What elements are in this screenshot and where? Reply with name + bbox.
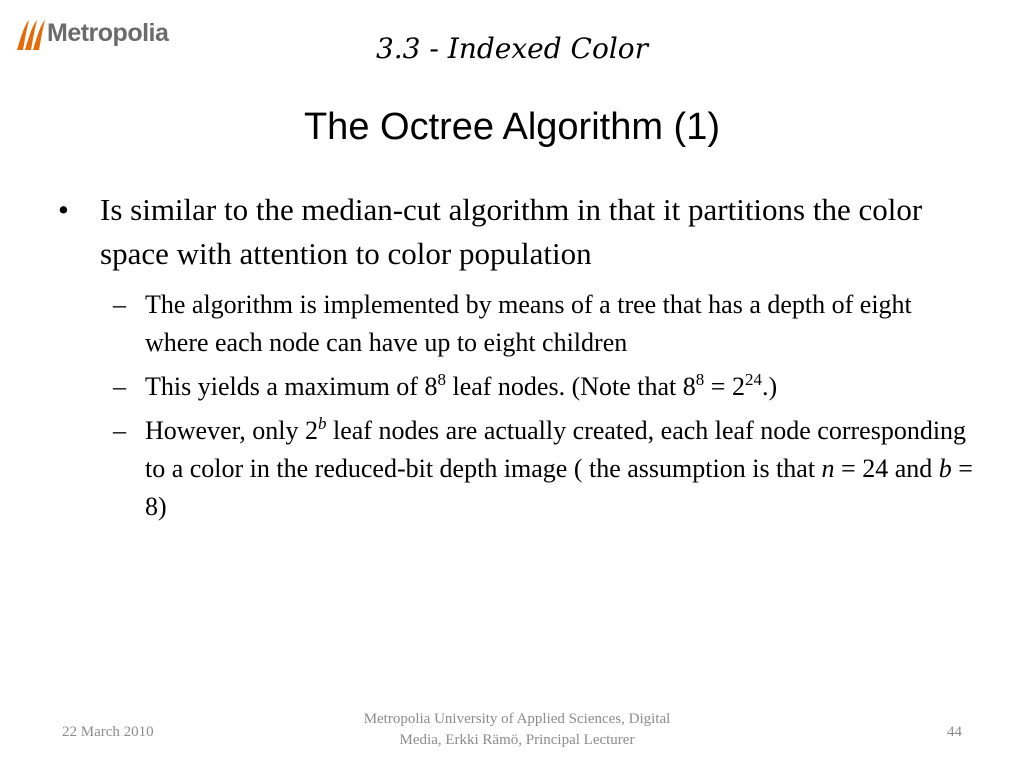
footer-line: Media, Erkki Rämö, Principal Lecturer — [399, 732, 635, 748]
exponent: 8 — [695, 370, 705, 389]
variable: b — [938, 454, 952, 483]
sub-bullet-text — [145, 372, 777, 401]
sub-bullet-item — [58, 286, 978, 362]
footer-line: Metropolia University of Applied Sciences, Digital — [363, 711, 671, 727]
slide-number: 44 — [947, 724, 962, 740]
text-run: = 8) — [145, 454, 973, 521]
bullet-text: Is similar to the median-cut algorithm in that it partitions the color space with attention to color population — [100, 192, 923, 271]
logo-text: Metropolia — [47, 18, 169, 47]
text-run: This yields a maximum of 8 — [145, 372, 438, 401]
dash-marker: – — [113, 372, 126, 401]
sub-bullet-list — [58, 286, 978, 526]
footer-institution — [312, 709, 722, 751]
slide-subtitle: 3.3 - Indexed Color — [375, 32, 649, 65]
dash-marker: – — [113, 416, 126, 445]
variable: n — [821, 454, 835, 483]
variable: b — [317, 414, 327, 433]
footer-date: 22 March 2010 — [62, 724, 154, 740]
slide-content — [58, 188, 978, 532]
text-run: leaf nodes. (Note that 8 — [445, 372, 696, 401]
sub-bullet-item — [58, 368, 978, 406]
dash-marker: – — [113, 290, 126, 319]
text-run: .) — [761, 372, 778, 401]
sub-bullet-text — [145, 416, 973, 521]
bullet-item — [58, 188, 978, 276]
text-run: = 2 — [704, 372, 745, 401]
sub-bullet-item — [58, 412, 978, 526]
text-run: leaf nodes are actually created, each leaf node corresponding to a color in the reduced-bit depth image ( the assumption is that — [145, 416, 967, 483]
exponent: 24 — [744, 370, 762, 389]
text-run: = 24 and — [834, 454, 939, 483]
exponent: 8 — [437, 370, 446, 389]
sub-bullet-text: The algorithm is implemented by means of a tree that has a depth of eight where each node can have up to eight children — [145, 290, 912, 357]
text-run: However, only 2 — [145, 416, 318, 445]
bullet-marker: • — [58, 192, 69, 227]
slide-title: The Octree Algorithm (1) — [303, 106, 721, 148]
